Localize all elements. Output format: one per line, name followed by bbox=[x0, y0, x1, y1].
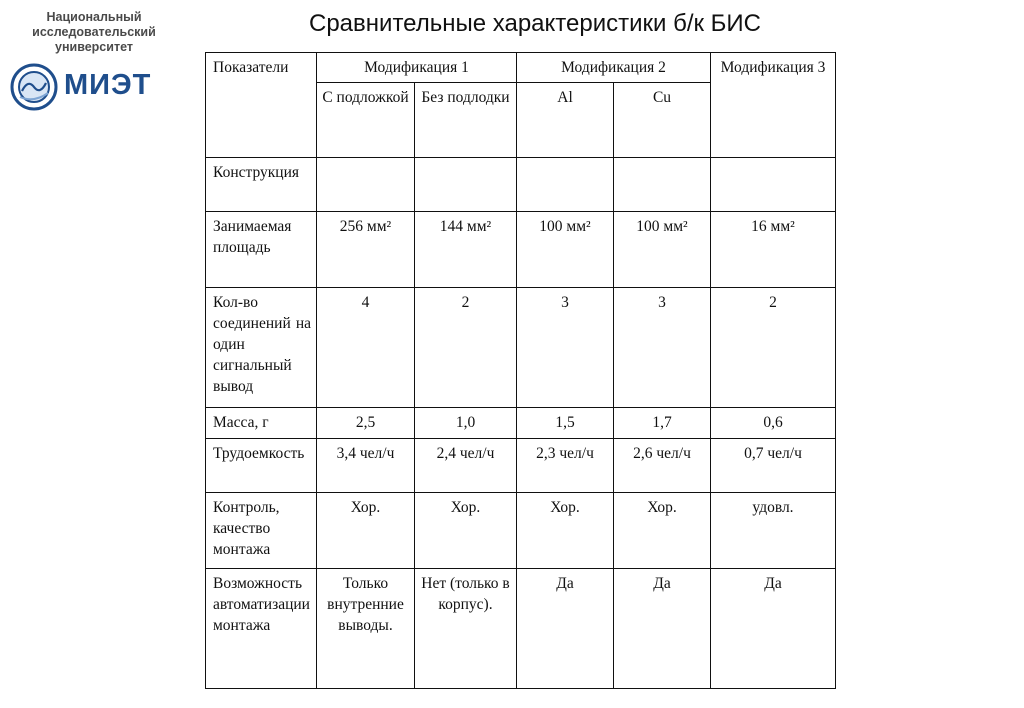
table-cell: 1,7 bbox=[614, 408, 711, 439]
header-cu: Cu bbox=[614, 83, 711, 158]
table-row bbox=[206, 439, 836, 493]
table-cell: удовл. bbox=[711, 493, 836, 569]
row-label: Возможность автоматизации монтажа bbox=[206, 569, 317, 689]
row-label: Занимаемая площадь bbox=[206, 212, 317, 288]
table-cell: 144 мм² bbox=[415, 212, 517, 288]
table-cell: 2 bbox=[711, 288, 836, 408]
university-line-2: исследовательский bbox=[32, 25, 156, 39]
table-row bbox=[206, 493, 836, 569]
table-cell: Хор. bbox=[517, 493, 614, 569]
table-cell: Да bbox=[711, 569, 836, 689]
table-cell: Да bbox=[517, 569, 614, 689]
header-mod2: Модификация 2 bbox=[517, 53, 711, 83]
university-line-1: Национальный bbox=[46, 10, 142, 24]
header-with-substrate: С подложкой bbox=[317, 83, 415, 158]
table-row bbox=[206, 212, 836, 288]
table-cell: Хор. bbox=[415, 493, 517, 569]
header-row-1 bbox=[206, 53, 836, 83]
table-cell: 2 bbox=[415, 288, 517, 408]
page-title: Сравнительные характеристики б/к БИС bbox=[309, 10, 761, 37]
header-mod1: Модификация 1 bbox=[317, 53, 517, 83]
table-row bbox=[206, 288, 836, 408]
table-cell bbox=[415, 158, 517, 212]
header-indicators: Показатели bbox=[206, 53, 317, 158]
logo-name: МИЭТ bbox=[64, 69, 152, 101]
table-row bbox=[206, 158, 836, 212]
table-cell: 3 bbox=[517, 288, 614, 408]
table-cell: 100 мм² bbox=[517, 212, 614, 288]
table-cell: 0,7 чел/ч bbox=[711, 439, 836, 493]
table-cell bbox=[614, 158, 711, 212]
table-cell bbox=[711, 158, 836, 212]
table-cell: Да bbox=[614, 569, 711, 689]
table-cell: 2,5 bbox=[317, 408, 415, 439]
row-label: Масса, г bbox=[206, 408, 317, 439]
table-cell: 3 bbox=[614, 288, 711, 408]
table-cell: 2,3 чел/ч bbox=[517, 439, 614, 493]
header-without-substrate: Без подлодки bbox=[415, 83, 517, 158]
table-cell: 0,6 bbox=[711, 408, 836, 439]
header-mod3: Модификация 3 bbox=[711, 53, 836, 158]
table-cell: 16 мм² bbox=[711, 212, 836, 288]
table-row bbox=[206, 408, 836, 439]
row-label: Конструкция bbox=[206, 158, 317, 212]
table-cell: Хор. bbox=[317, 493, 415, 569]
table-cell: 256 мм² bbox=[317, 212, 415, 288]
table-cell: 2,4 чел/ч bbox=[415, 439, 517, 493]
miet-logo-icon bbox=[10, 63, 58, 111]
header-al: Al bbox=[517, 83, 614, 158]
table-cell: Нет (только в корпус). bbox=[415, 569, 517, 689]
table-row bbox=[206, 569, 836, 689]
row-label: Контроль, качество монтажа bbox=[206, 493, 317, 569]
row-label: Кол-во соединений на один сигнальный вывод bbox=[206, 288, 317, 408]
table-cell: Только внутренние выводы. bbox=[317, 569, 415, 689]
university-line-3: университет bbox=[55, 40, 133, 54]
table-cell: 1,0 bbox=[415, 408, 517, 439]
table-cell: 100 мм² bbox=[614, 212, 711, 288]
table-cell: Хор. bbox=[614, 493, 711, 569]
table-cell bbox=[517, 158, 614, 212]
row-label: Трудоемкость bbox=[206, 439, 317, 493]
table-cell: 2,6 чел/ч bbox=[614, 439, 711, 493]
table-cell: 1,5 bbox=[517, 408, 614, 439]
table-cell: 3,4 чел/ч bbox=[317, 439, 415, 493]
comparison-table bbox=[205, 52, 836, 689]
table-cell bbox=[317, 158, 415, 212]
table-cell: 4 bbox=[317, 288, 415, 408]
